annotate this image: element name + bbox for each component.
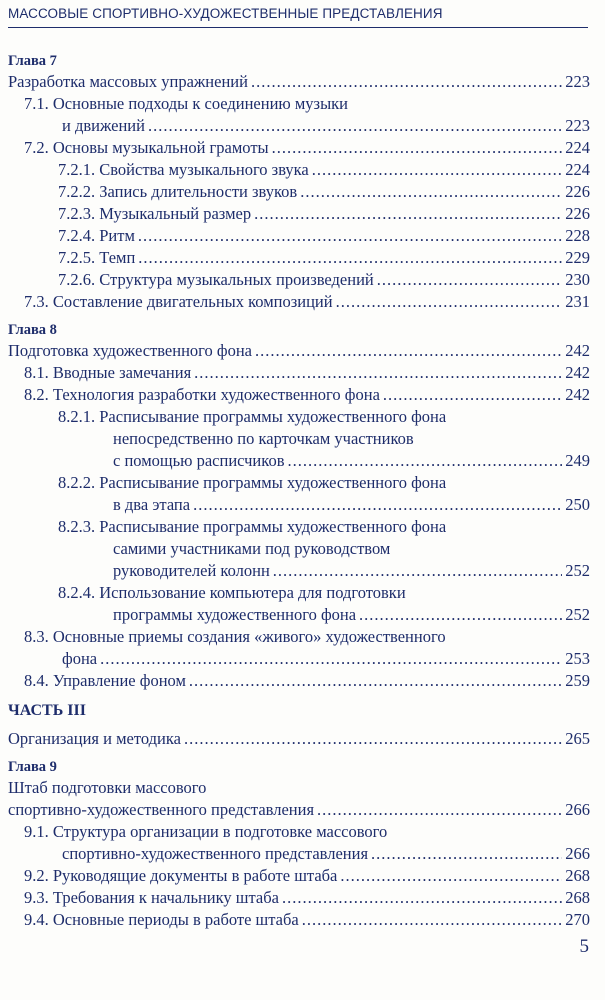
toc-line (113, 450, 590, 472)
toc-entry-title: 7.2.6. Структура музыкальных произведений (58, 270, 374, 289)
toc-entry-title: 8.1. Вводные замечания (24, 363, 192, 382)
toc-page-number: 229 (565, 248, 590, 267)
toc-page-number: 228 (565, 226, 590, 245)
toc-line (8, 777, 590, 799)
dot-leader (336, 291, 563, 313)
toc-page-number: 224 (565, 160, 590, 179)
toc-page-number: 250 (565, 495, 590, 514)
toc-entry-title: 8.3. Основные приемы создания «живого» художественного (24, 627, 446, 646)
chapter-heading (8, 50, 590, 72)
chapter-heading (8, 756, 590, 778)
toc-page-number: 252 (565, 605, 590, 624)
toc-line (58, 472, 590, 494)
toc-entry-title: 9.3. Требования к начальнику штаба (24, 888, 279, 907)
toc-page-number: 242 (565, 341, 590, 360)
toc-page-number: 223 (565, 116, 590, 135)
toc-entry-line (8, 472, 590, 494)
dot-leader (377, 269, 563, 291)
dot-leader (251, 71, 562, 93)
toc-entry-title: в два этапа (113, 495, 191, 514)
toc-entry-title: Подготовка художественного фона (8, 341, 252, 360)
toc-entry (8, 71, 590, 93)
dot-leader (193, 494, 562, 516)
toc-entry-title: Штаб подготовки массового (8, 778, 207, 797)
toc-entry-title: 8.4. Управление фоном (24, 671, 186, 690)
toc-line (58, 203, 590, 225)
toc-line (24, 821, 590, 843)
toc-entry-title: 8.2. Технология разработки художественного фона (24, 385, 380, 404)
toc-line (58, 225, 590, 247)
toc-entry-title: Разработка массовых упражнений (8, 72, 248, 91)
dot-leader (302, 909, 563, 931)
toc-line (24, 909, 590, 931)
toc-entry (8, 728, 590, 750)
part-heading (8, 700, 590, 722)
toc-entry-line (8, 626, 590, 648)
toc-entry (8, 670, 590, 692)
toc-entry (8, 159, 590, 181)
toc-page-number: 252 (565, 561, 590, 580)
toc-entry-title: 8.2.4. Использование компьютера для подготовки (58, 583, 406, 602)
toc-line (24, 887, 590, 909)
toc-line (62, 843, 590, 865)
toc-line (8, 71, 590, 93)
dot-leader (148, 115, 562, 137)
toc-entry-line (8, 777, 590, 799)
toc-line (58, 247, 590, 269)
dot-leader (254, 203, 562, 225)
dot-leader (194, 362, 562, 384)
toc-line (62, 115, 590, 137)
toc-line (58, 181, 590, 203)
toc-entry (8, 115, 590, 137)
toc-entry-title: спортивно-художественного представления (62, 844, 369, 863)
toc-entry (8, 340, 590, 362)
toc-line (8, 700, 590, 722)
dot-leader (273, 560, 562, 582)
toc-page-number: 230 (565, 270, 590, 289)
toc-entry-line (8, 821, 590, 843)
dot-leader (317, 799, 562, 821)
toc-entry (8, 181, 590, 203)
toc-entry (8, 384, 590, 406)
dot-leader (282, 887, 562, 909)
toc-line (8, 340, 590, 362)
toc-page-number: 266 (565, 844, 590, 863)
toc-entry (8, 137, 590, 159)
toc-line (8, 756, 590, 778)
toc-entry-title: спортивно-художественного представления (8, 800, 315, 819)
toc-entry-title: 8.2.2. Расписывание программы художественного фона (58, 473, 447, 492)
toc-page-number: 223 (565, 72, 590, 91)
toc-line (113, 604, 590, 626)
toc-entry (8, 865, 590, 887)
toc-entry-title: Глава 8 (8, 322, 57, 338)
toc-line (24, 362, 590, 384)
toc-line (8, 799, 590, 821)
toc-page-number: 270 (565, 910, 590, 929)
toc-page-number: 249 (565, 451, 590, 470)
dot-leader (100, 648, 562, 670)
dot-leader (138, 247, 562, 269)
toc-entry-title: 7.2. Основы музыкальной грамоты (24, 138, 269, 157)
dot-leader (340, 865, 562, 887)
toc-entry (8, 843, 590, 865)
toc-line (24, 137, 590, 159)
toc-entry-title: Глава 9 (8, 759, 57, 775)
toc-entry-title: 8.2.3. Расписывание программы художественного фона (58, 517, 447, 536)
toc-page-number: 266 (565, 800, 590, 819)
toc-entry-title: 7.2.3. Музыкальный размер (58, 204, 252, 223)
toc-entry-title: самими участниками под руководством (113, 539, 391, 558)
toc-line (8, 50, 590, 72)
toc-line (62, 648, 590, 670)
toc-entry-title: 7.3. Составление двигательных композиций (24, 292, 333, 311)
toc-entry-title: и движений (62, 116, 145, 135)
toc-page-number: 265 (565, 729, 590, 748)
toc-entry-title: 7.2.2. Запись длительности звуков (58, 182, 298, 201)
dot-leader (288, 450, 563, 472)
toc-page-number: 226 (565, 204, 590, 223)
toc-page-number: 231 (565, 292, 590, 311)
toc-line (58, 269, 590, 291)
toc-line (8, 728, 590, 750)
toc-entry-title: непосредственно по карточкам участников (113, 429, 414, 448)
toc-line (24, 384, 590, 406)
toc-entry (8, 560, 590, 582)
toc-page-number: 226 (565, 182, 590, 201)
toc-page-number: 224 (565, 138, 590, 157)
toc-entry-title: программы художественного фона (113, 605, 357, 624)
toc-entry (8, 247, 590, 269)
toc-entry-title: с помощью расписчиков (113, 451, 285, 470)
toc-line (24, 291, 590, 313)
toc-entry (8, 450, 590, 472)
toc-entry-title: руководителей колонн (113, 561, 270, 580)
toc-line (58, 406, 590, 428)
dot-leader (184, 728, 562, 750)
dot-leader (383, 384, 562, 406)
toc-entry-title: 9.1. Структура организации в подготовке массового (24, 822, 388, 841)
dot-leader (189, 670, 562, 692)
toc-entry-line (8, 516, 590, 538)
toc-line (24, 93, 590, 115)
toc-line (8, 319, 590, 341)
toc-entry-line (8, 582, 590, 604)
toc-line (24, 865, 590, 887)
toc-entry-title: Организация и методика (8, 729, 181, 748)
toc-page-number: 268 (565, 866, 590, 885)
toc-entry-line (8, 93, 590, 115)
toc-line (24, 670, 590, 692)
toc-entry (8, 494, 590, 516)
toc-entry (8, 269, 590, 291)
toc-entry (8, 291, 590, 313)
toc-entry-title: 7.2.1. Свойства музыкального звука (58, 160, 309, 179)
dot-leader (272, 137, 563, 159)
toc-line (58, 516, 590, 538)
toc-entry (8, 225, 590, 247)
toc-entry-title: 7.1. Основные подходы к соединению музыки (24, 94, 349, 113)
chapter-heading (8, 319, 590, 341)
toc-entry-line (8, 538, 590, 560)
dot-leader (138, 225, 562, 247)
toc-line (113, 494, 590, 516)
toc-entry-line (8, 428, 590, 450)
toc-page-number: 253 (565, 649, 590, 668)
page-number: 5 (579, 936, 589, 957)
toc-line (113, 560, 590, 582)
toc-entry (8, 909, 590, 931)
toc-line (113, 538, 590, 560)
toc-page-number: 259 (565, 671, 590, 690)
dot-leader (255, 340, 562, 362)
toc-entry (8, 203, 590, 225)
toc-entry (8, 887, 590, 909)
toc-entry-line (8, 406, 590, 428)
toc-entry-title: 9.2. Руководящие документы в работе штаба (24, 866, 338, 885)
toc-entry (8, 604, 590, 626)
toc-entry (8, 799, 590, 821)
toc-line (113, 428, 590, 450)
toc-entry-title: 7.2.4. Ритм (58, 226, 135, 245)
toc-page-number: 242 (565, 363, 590, 382)
dot-leader (312, 159, 562, 181)
toc-entry (8, 648, 590, 670)
dot-leader (359, 604, 562, 626)
toc-entry-title: Глава 7 (8, 53, 57, 69)
dot-leader (371, 843, 562, 865)
toc-entry-title: 7.2.5. Темп (58, 248, 136, 267)
toc-page-number: 268 (565, 888, 590, 907)
header-rule (8, 27, 588, 28)
toc-entry-title: фона (62, 649, 98, 668)
toc-page-number: 242 (565, 385, 590, 404)
running-header: МАССОВЫЕ СПОРТИВНО-ХУДОЖЕСТВЕННЫЕ ПРЕДСТАВЛЕНИЯ (8, 6, 443, 21)
toc-entry (8, 362, 590, 384)
toc-line (58, 159, 590, 181)
toc-entry-title: ЧАСТЬ III (8, 702, 86, 719)
dot-leader (300, 181, 562, 203)
toc-entry-title: 8.2.1. Расписывание программы художественного фона (58, 407, 447, 426)
toc-entry-title: 9.4. Основные периоды в работе штаба (24, 910, 299, 929)
toc-line (58, 582, 590, 604)
toc-line (24, 626, 590, 648)
